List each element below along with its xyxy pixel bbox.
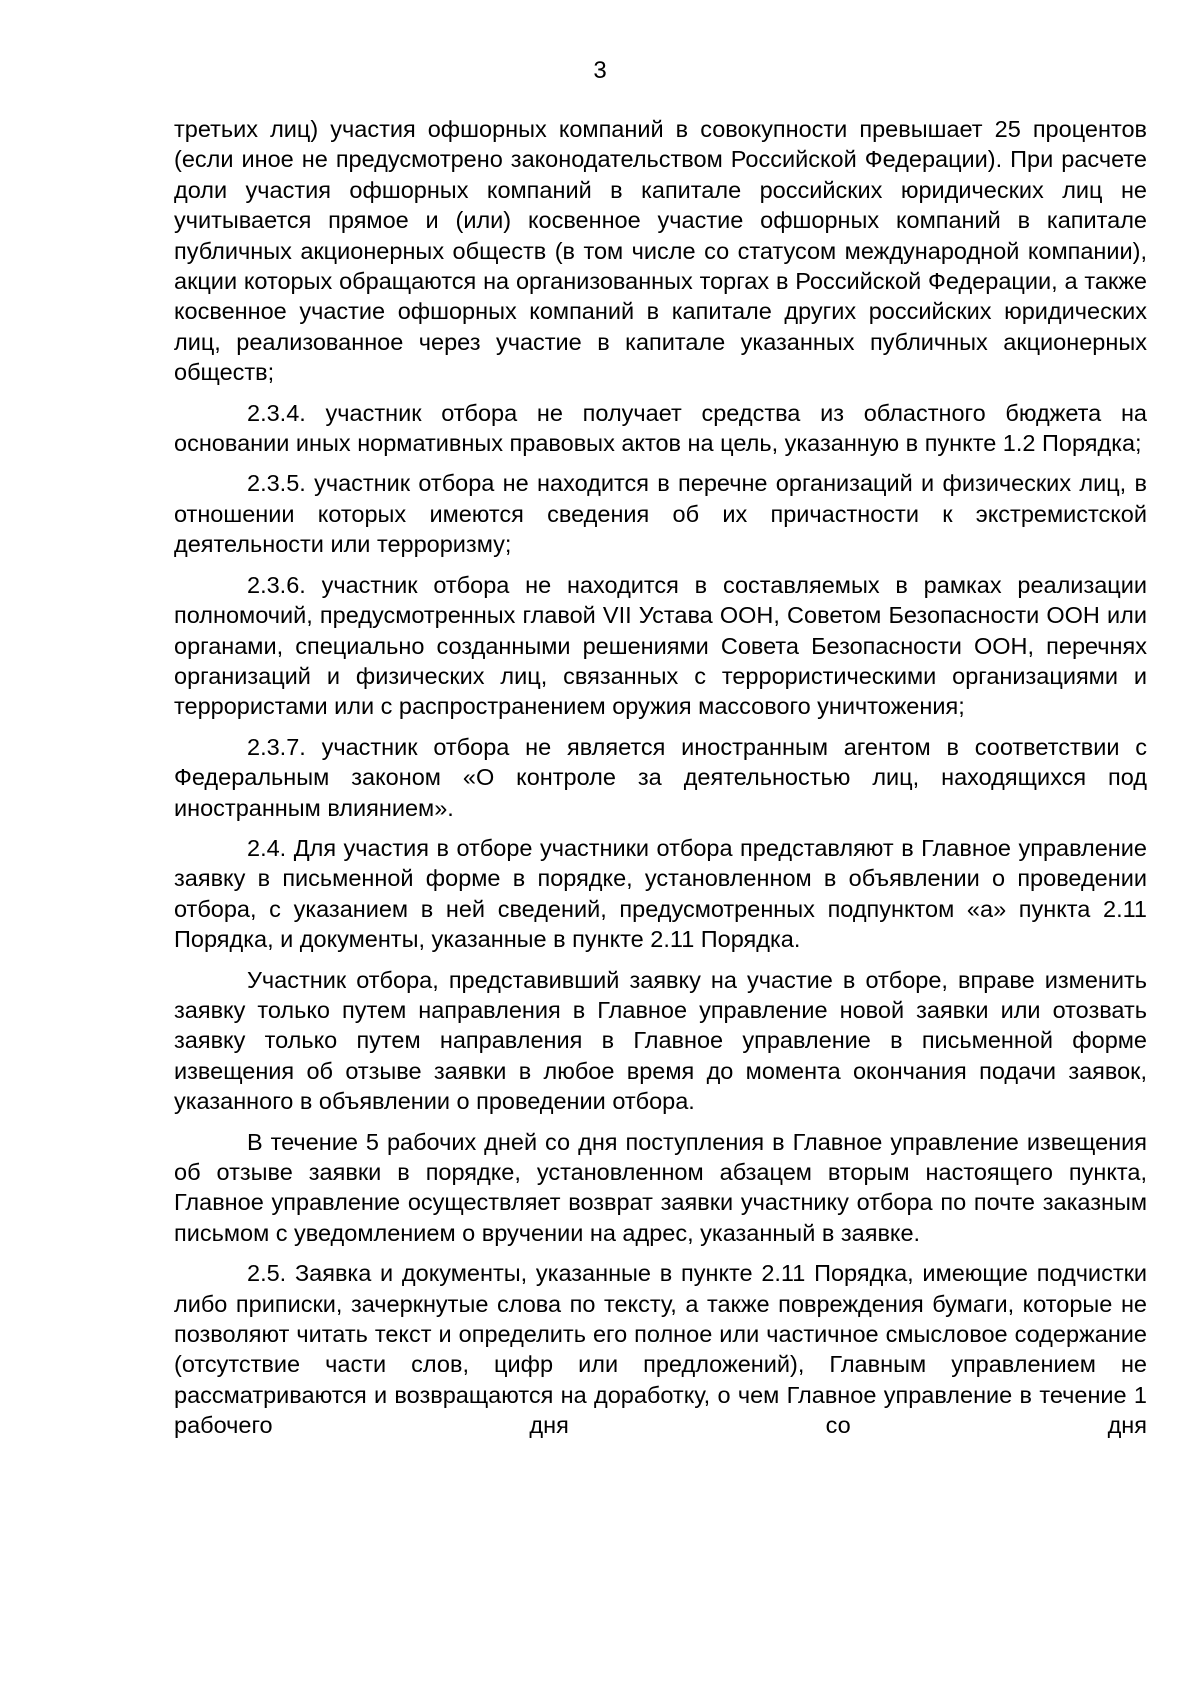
document-body (174, 114, 1147, 1441)
paragraph-2-3-6: 2.3.6. участник отбора не находится в составляемых в рамках реализации полномочий, предусмотренных главой VII Устава ООН, Советом Безопасности ООН или органами, специально созданными решениями Совета Безопасности ООН, перечнях организаций и физических лиц, связанных с террористическими организациями и террористами или с распространением оружия массового уничтожения; (174, 571, 1147, 720)
paragraph-2-4-return: В течение 5 рабочих дней со дня поступления в Главное управление извещения об отзыве заявки в порядке, установленном абзацем вторым настоящего пункта, Главное управление осуществляет возврат заявки участнику отбора по почте заказным письмом с уведомлением о вручении на адрес, указанный в заявке. (174, 1128, 1147, 1246)
paragraph-continuation: третьих лиц) участия офшорных компаний в совокупности превышает 25 процентов (если иное не предусмотрено законодательством Российской Федерации). При расчете доли участия офшорных компаний в капитале российских юридических лиц не учитывается прямое и (или) косвенное участие офшорных компаний в капитале публичных акционерных обществ (в том числе со статусом международной компании), акции которых обращаются на организованных торгах в Российской Федерации, а также косвенное участие офшорных компаний в капитале других российских юридических лиц, реализованное через участие в капитале указанных публичных акционерных обществ; (174, 116, 1147, 386)
paragraph-2-3-4: 2.3.4. участник отбора не получает средства из областного бюджета на основании иных нормативных правовых актов на цель, указанную в пункте 1.2 Порядка; (174, 399, 1147, 457)
paragraph-2-3-7: 2.3.7. участник отбора не является иностранным агентом в соответствии с Федеральным законом «О контроле за деятельностью лиц, находящихся под иностранным влиянием». (174, 733, 1147, 821)
paragraph-2-5: 2.5. Заявка и документы, указанные в пункте 2.11 Порядка, имеющие подчистки либо приписки, зачеркнутые слова по тексту, а также повреждения бумаги, которые не позволяют читать текст и определить его полное или частичное смысловое содержание (отсутствие части слов, цифр или предложений), Главным управлением не рассматриваются и возвращаются на доработку, о чем Главное управление в течение 1 рабочего дня со дня (174, 1260, 1147, 1439)
paragraph-2-3-5: 2.3.5. участник отбора не находится в перечне организаций и физических лиц, в отношении которых имеются сведения об их причастности к экстремистской деятельности или терроризму; (174, 470, 1147, 558)
page-number: 3 (593, 57, 607, 84)
paragraph-2-4: 2.4. Для участия в отборе участники отбора представляют в Главное управление заявку в письменной форме в порядке, установленном в объявлении о проведении отбора, с указанием в ней сведений, предусмотренных подпунктом «а» пункта 2.11 Порядка, и документы, указанные в пункте 2.11 Порядка. (174, 834, 1147, 953)
paragraph-2-4-withdrawal: Участник отбора, представивший заявку на участие в отборе, вправе изменить заявку только путем направления в Главное управление новой заявки или отозвать заявку только путем направления в Главное управление в письменной форме извещения об отзыве заявки в любое время до момента окончания подачи заявок, указанного в объявлении о проведении отбора. (174, 966, 1147, 1115)
